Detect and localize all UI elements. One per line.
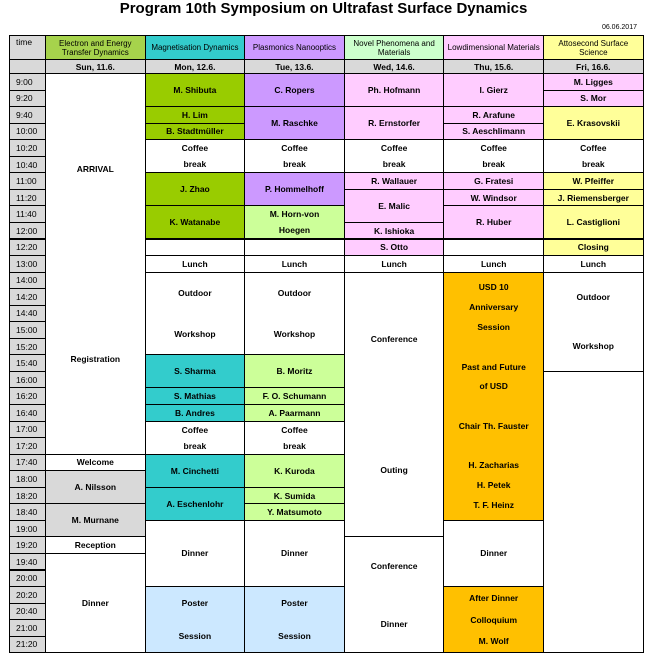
schedule-event (145, 205, 246, 239)
event-line: Outdoor (178, 288, 212, 299)
event-line: break (581, 159, 605, 170)
schedule-event (145, 239, 246, 257)
event-line: Coffee (281, 424, 308, 435)
event-line: Anniversary (469, 302, 519, 313)
event-line: C. Ropers (274, 85, 315, 96)
time-slot-label: 9:20 (9, 90, 46, 108)
schedule-event (145, 123, 246, 141)
time-slot-label: 10:00 (9, 123, 46, 141)
event-line: Lunch (480, 258, 507, 269)
event-line: Coffee (181, 143, 209, 154)
time-slot-label: 21:00 (9, 619, 46, 637)
schedule-event (45, 553, 146, 653)
schedule-event (244, 205, 345, 239)
schedule-event (145, 272, 246, 356)
event-line: Lunch (281, 258, 308, 269)
event-line: M. Raschke (271, 118, 318, 129)
event-line: Coffee (480, 143, 507, 154)
event-line: break (183, 440, 207, 451)
event-line: H. Zacharias (468, 460, 519, 471)
event-line: M. Murnane (71, 515, 119, 526)
event-line: Coffee (380, 143, 408, 154)
column-day-header: Mon, 12.6. (145, 59, 246, 74)
schedule-event (145, 387, 246, 405)
event-line: Conference (370, 561, 418, 572)
event-line: T. F. Heinz (473, 499, 514, 510)
event-line: Coffee (580, 143, 607, 154)
schedule-event (443, 189, 544, 207)
column-day-header: Thu, 15.6. (443, 59, 544, 74)
schedule-event (543, 139, 644, 173)
schedule-event (543, 73, 644, 91)
event-line (592, 507, 594, 517)
schedule-event (543, 272, 644, 372)
event-line (293, 242, 295, 252)
time-slot-label: 17:20 (9, 437, 46, 455)
schedule-event (543, 189, 644, 207)
column-day-header: Tue, 13.6. (244, 59, 345, 74)
time-slot-label: 18:20 (9, 487, 46, 505)
schedule-event (145, 255, 246, 273)
event-line: Workshop (273, 328, 316, 339)
time-slot-label: 15:20 (9, 338, 46, 356)
event-line: Session (178, 630, 212, 641)
schedule-event (145, 106, 246, 124)
time-slot-label: 16:00 (9, 371, 46, 389)
schedule-event (344, 222, 445, 240)
time-slot-label: 19:40 (9, 553, 46, 571)
event-line: Poster (281, 598, 308, 609)
time-slot-label: 10:40 (9, 156, 46, 174)
event-line: K. Sumida (273, 490, 316, 501)
time-slot-label: 20:00 (9, 570, 46, 588)
schedule-event (543, 90, 644, 108)
event-line: H. Petek (476, 480, 511, 491)
event-line: S. Aeschlimann (462, 126, 526, 137)
schedule-event (145, 73, 246, 107)
column-topic-header: Electron and Energy Transfer Dynamics (45, 35, 146, 60)
time-slot-label: 17:40 (9, 454, 46, 472)
event-line: Closing (577, 242, 609, 253)
event-line: Coffee (281, 143, 308, 154)
event-line: B. Stadtmüller (166, 126, 224, 137)
event-line: Dinner (281, 548, 308, 559)
event-line: M. Wolf (478, 636, 509, 647)
schedule-event (543, 371, 644, 653)
event-line: E. Krasovskii (566, 118, 620, 129)
event-line: break (482, 159, 506, 170)
event-line: Conference (370, 333, 418, 344)
schedule-event (543, 172, 644, 190)
event-line: B. Andres (174, 407, 215, 418)
schedule-event (145, 172, 246, 206)
schedule-event (443, 272, 544, 521)
time-slot-label: 21:20 (9, 636, 46, 654)
schedule-grid (9, 35, 643, 656)
event-line (493, 242, 495, 252)
event-line: Lunch (580, 258, 607, 269)
schedule-event (145, 139, 246, 173)
time-slot-label: 18:40 (9, 503, 46, 521)
schedule-event (344, 272, 445, 538)
schedule-event (443, 73, 544, 107)
event-line: S. Mathias (173, 391, 216, 402)
schedule-event (344, 139, 445, 173)
event-line: S. Sharma (174, 366, 216, 377)
event-line: Session (278, 630, 311, 641)
schedule-event (543, 239, 644, 257)
schedule-event (244, 73, 345, 107)
event-line: M. Horn-von (269, 209, 320, 220)
event-line: W. Windsor (470, 192, 517, 203)
schedule-event (244, 487, 345, 505)
event-line: Poster (181, 598, 209, 609)
column-topic-header: Lowdimensional Materials (443, 35, 544, 60)
time-slot-label: 17:00 (9, 421, 46, 439)
event-line: K. Kuroda (274, 465, 315, 476)
event-line: R. Arafune (472, 109, 516, 120)
schedule-event (344, 106, 445, 140)
schedule-event (244, 387, 345, 405)
schedule-event (443, 205, 544, 239)
event-line: ARRIVAL (76, 163, 114, 174)
schedule-event (244, 421, 345, 455)
event-line: break (283, 159, 306, 170)
schedule-event (145, 454, 246, 488)
schedule-event (244, 139, 345, 173)
schedule-event (443, 255, 544, 273)
event-line: break (283, 440, 306, 451)
schedule-event (244, 106, 345, 140)
column-topic-header: Attosecond Surface Science (543, 35, 644, 60)
schedule-event (244, 404, 345, 422)
event-line: Outing (380, 465, 408, 476)
event-line: Colloquium (470, 614, 518, 625)
event-line: Workshop (572, 341, 614, 352)
schedule-event (244, 255, 345, 273)
event-line: Workshop (174, 328, 216, 339)
event-line: Chair Th. Fauster (458, 420, 529, 431)
event-line: Outdoor (277, 288, 312, 299)
time-slot-label: 14:40 (9, 305, 46, 323)
event-line: K. Watanabe (169, 217, 221, 228)
time-slot-label: 11:00 (9, 172, 46, 190)
schedule-event (244, 586, 345, 653)
event-line: P. Hommelhoff (265, 184, 324, 195)
schedule-event (443, 172, 544, 190)
schedule-event (244, 239, 345, 257)
event-line: Hoegen (278, 225, 311, 236)
schedule-event (145, 404, 246, 422)
schedule-event (443, 139, 544, 173)
time-slot-label: 20:20 (9, 586, 46, 604)
time-slot-label: 19:20 (9, 536, 46, 554)
time-slot-label: 12:00 (9, 222, 46, 240)
event-line: L. Castiglioni (566, 217, 620, 228)
event-line: R. Wallauer (371, 176, 418, 187)
event-line: Reception (74, 540, 116, 551)
schedule-event (45, 454, 146, 472)
schedule-event (344, 189, 445, 223)
time-slot-label: 11:20 (9, 189, 46, 207)
time-slot-label: 16:40 (9, 404, 46, 422)
time-column-header: time (9, 35, 46, 60)
time-slot-label: 16:20 (9, 387, 46, 405)
schedule-event (244, 272, 345, 356)
event-line: J. Riemensberger (557, 192, 629, 203)
time-slot-label: 10:20 (9, 139, 46, 157)
schedule-event (244, 503, 345, 521)
event-line: Welcome (76, 457, 114, 468)
event-line: Coffee (181, 424, 209, 435)
event-line: Dinner (81, 598, 109, 609)
schedule-event (45, 503, 146, 537)
event-line: E. Malic (378, 200, 410, 211)
event-line: S. Mor (580, 93, 607, 104)
schedule-event (443, 239, 544, 257)
schedule-event (145, 520, 246, 587)
schedule-event (443, 123, 544, 141)
event-line: A. Nilsson (74, 482, 117, 493)
event-line: Dinner (181, 548, 209, 559)
event-line: Past and Future (461, 361, 526, 372)
schedule-event (344, 239, 445, 257)
event-line: M. Cinchetti (170, 465, 219, 476)
event-line: Ph. Hofmann (367, 85, 421, 96)
time-slot-label: 15:00 (9, 321, 46, 339)
document-date: 06.06.2017 (601, 24, 637, 31)
column-day-header: Wed, 14.6. (344, 59, 445, 74)
event-line: R. Huber (475, 217, 512, 228)
schedule-event (443, 586, 544, 653)
time-slot-label: 9:00 (9, 73, 46, 91)
event-line: K. Ishioka (374, 225, 415, 236)
event-line: J. Zhao (180, 184, 210, 195)
time-slot-label: 14:20 (9, 288, 46, 306)
schedule-event (344, 255, 445, 273)
time-slot-label: 11:40 (9, 205, 46, 223)
event-line (493, 441, 495, 451)
schedule-event (344, 172, 445, 190)
event-line: B. Moritz (276, 366, 313, 377)
time-slot-label: 19:00 (9, 520, 46, 538)
event-line: Session (477, 321, 510, 332)
schedule-event (244, 354, 345, 388)
schedule-event (443, 520, 544, 587)
event-line: F. O. Schumann (262, 391, 327, 402)
schedule-event (45, 73, 146, 455)
column-topic-header: Plasmonics Nanooptics (244, 35, 345, 60)
event-line: G. Fratesi (474, 176, 514, 187)
schedule-event (145, 586, 246, 653)
page-title: Program 10th Symposium on Ultrafast Surface Dynamics (119, 0, 528, 17)
schedule-event (344, 73, 445, 107)
time-slot-label: 20:40 (9, 603, 46, 621)
schedule-event (543, 205, 644, 239)
schedule-event (145, 354, 246, 388)
event-line: W. Pfeiffer (572, 176, 615, 187)
event-line: Dinner (380, 618, 408, 629)
schedule-event (443, 106, 544, 124)
event-line: S. Otto (380, 242, 409, 253)
event-line: M. Shibuta (173, 85, 217, 96)
time-slot-label: 18:00 (9, 470, 46, 488)
column-day-header: Sun, 11.6. (45, 59, 146, 74)
time-slot-label: 12:20 (9, 239, 46, 257)
event-line: A. Paarmann (268, 407, 321, 418)
event-line: Outdoor (576, 292, 611, 303)
event-line (194, 242, 196, 252)
schedule-event (244, 520, 345, 587)
event-line: M. Ligges (573, 76, 613, 87)
event-line: of USD (479, 381, 508, 392)
event-line: break (382, 159, 406, 170)
time-slot-label: 14:00 (9, 272, 46, 290)
schedule-event (543, 106, 644, 140)
schedule-event (244, 172, 345, 206)
schedule-event (543, 255, 644, 273)
event-line: USD 10 (478, 282, 509, 293)
schedule-event (244, 454, 345, 488)
event-line: A. Eschenlohr (166, 498, 224, 509)
schedule-event (145, 421, 246, 455)
event-line: Lunch (182, 258, 208, 269)
column-day-header: Fri, 16.6. (543, 59, 644, 74)
schedule-event (45, 536, 146, 554)
time-slot-label: 9:40 (9, 106, 46, 124)
event-line: Y. Matsumoto (267, 507, 322, 518)
event-line: Lunch (381, 258, 407, 269)
event-line: After Dinner (469, 592, 519, 603)
event-line (493, 401, 495, 411)
event-line: Registration (70, 353, 121, 364)
event-line: I. Gierz (479, 85, 508, 96)
schedule-event (145, 487, 246, 521)
time-slot-label: 15:40 (9, 354, 46, 372)
time-column-blank (9, 59, 46, 74)
event-line: H. Lim (181, 109, 208, 120)
event-line: break (183, 159, 207, 170)
schedule-event (344, 536, 445, 653)
time-slot-label: 13:00 (9, 255, 46, 273)
event-line: Dinner (480, 548, 508, 559)
column-topic-header: Novel Phenomena and Materials (344, 35, 445, 60)
event-line (493, 342, 495, 352)
column-topic-header: Magnetisation Dynamics (145, 35, 246, 60)
event-line: R. Ernstorfer (368, 118, 421, 129)
schedule-event (45, 470, 146, 504)
